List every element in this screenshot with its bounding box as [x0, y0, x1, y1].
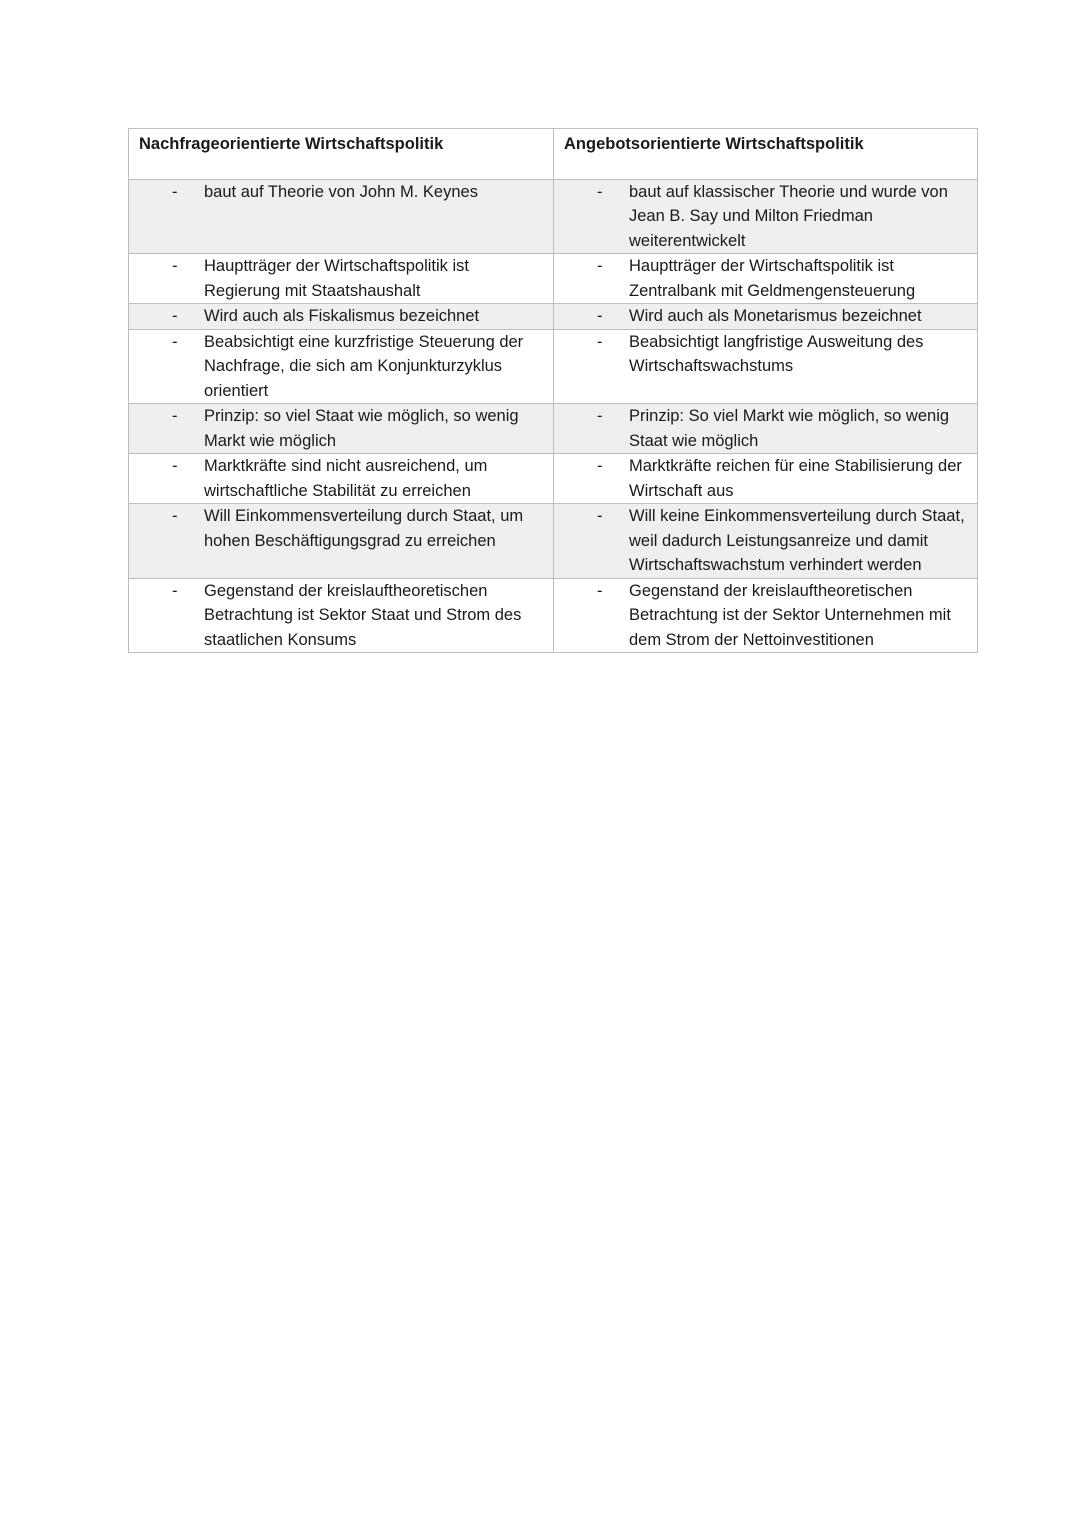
table-row: [129, 254, 978, 304]
cell-text: Prinzip: So viel Markt wie möglich, so wenig Staat wie möglich: [629, 407, 950, 450]
bullet-dash: -: [172, 307, 178, 325]
cell-text: baut auf Theorie von John M. Keynes: [204, 182, 478, 201]
bullet-dash: -: [597, 257, 603, 275]
cell-text: Gegenstand der kreislauftheoretischen Betrachtung ist der Sektor Unternehmen mit dem Strom der Nettoinvestitionen: [629, 581, 951, 649]
table-header-row: [129, 129, 978, 180]
table-row: [129, 454, 978, 504]
comparison-table: [128, 128, 978, 653]
cell-text: Hauptträger der Wirtschaftspolitik ist Zentralbank mit Geldmengensteuerung: [629, 257, 916, 300]
table-cell-right: [554, 329, 978, 404]
bullet-dash: -: [172, 407, 178, 425]
table-cell-left: [129, 404, 554, 454]
table-cell-right: [554, 578, 978, 653]
bullet-dash: -: [597, 407, 603, 425]
bullet-dash: -: [172, 332, 178, 351]
cell-text: Wird auch als Monetarismus bezeichnet: [629, 307, 922, 325]
bullet-dash: -: [172, 507, 178, 525]
bullet-dash: -: [597, 581, 603, 600]
bullet-dash: -: [597, 182, 603, 201]
table-cell-left: [129, 454, 554, 504]
table-cell-left: [129, 254, 554, 304]
table-cell-right: [554, 304, 978, 330]
cell-text: Gegenstand der kreislauftheoretischen Betrachtung ist Sektor Staat und Strom des staatlichen Konsums: [204, 581, 522, 649]
table-cell-right: [554, 454, 978, 504]
bullet-dash: -: [172, 581, 178, 600]
cell-text: baut auf klassischer Theorie und wurde von Jean B. Say und Milton Friedman weiterentwickelt: [629, 182, 948, 250]
table-cell-left: [129, 329, 554, 404]
cell-text: Hauptträger der Wirtschaftspolitik ist Regierung mit Staatshaushalt: [204, 257, 470, 300]
table-row: [129, 179, 978, 254]
header-demand-policy: Nachfrageorientierte Wirtschaftspolitik: [129, 129, 554, 180]
table-row: [129, 404, 978, 454]
cell-text: Marktkräfte reichen für eine Stabilisierung der Wirtschaft aus: [629, 457, 962, 500]
cell-text: Prinzip: so viel Staat wie möglich, so wenig Markt wie möglich: [204, 407, 519, 450]
bullet-dash: -: [172, 257, 178, 275]
bullet-dash: -: [597, 457, 603, 475]
cell-text: Beabsichtigt langfristige Ausweitung des Wirtschaftswachstums: [629, 332, 924, 375]
table-row: [129, 578, 978, 653]
cell-text: Will Einkommensverteilung durch Staat, um hohen Beschäftigungsgrad zu erreichen: [204, 507, 524, 550]
table-cell-left: [129, 578, 554, 653]
table-cell-right: [554, 404, 978, 454]
table-row: [129, 329, 978, 404]
cell-text: Beabsichtigt eine kurzfristige Steuerung der Nachfrage, die sich am Konjunkturzyklus orientiert: [204, 332, 524, 400]
table-row: [129, 504, 978, 579]
table-cell-right: [554, 179, 978, 254]
table-cell-left: [129, 304, 554, 330]
cell-text: Wird auch als Fiskalismus bezeichnet: [204, 307, 480, 325]
bullet-dash: -: [172, 182, 178, 201]
header-supply-policy: Angebotsorientierte Wirtschaftspolitik: [554, 129, 978, 180]
table-row: [129, 304, 978, 330]
cell-text: Marktkräfte sind nicht ausreichend, um wirtschaftliche Stabilität zu erreichen: [204, 457, 488, 500]
table-cell-right: [554, 254, 978, 304]
cell-text: Will keine Einkommensverteilung durch Staat, weil dadurch Leistungsanreize und damit Wirtschaftswachstum verhindert werden: [629, 507, 965, 574]
bullet-dash: -: [172, 457, 178, 475]
bullet-dash: -: [597, 307, 603, 325]
table-cell-left: [129, 179, 554, 254]
table-cell-right: [554, 504, 978, 579]
bullet-dash: -: [597, 332, 603, 351]
table-cell-left: [129, 504, 554, 579]
bullet-dash: -: [597, 507, 603, 525]
